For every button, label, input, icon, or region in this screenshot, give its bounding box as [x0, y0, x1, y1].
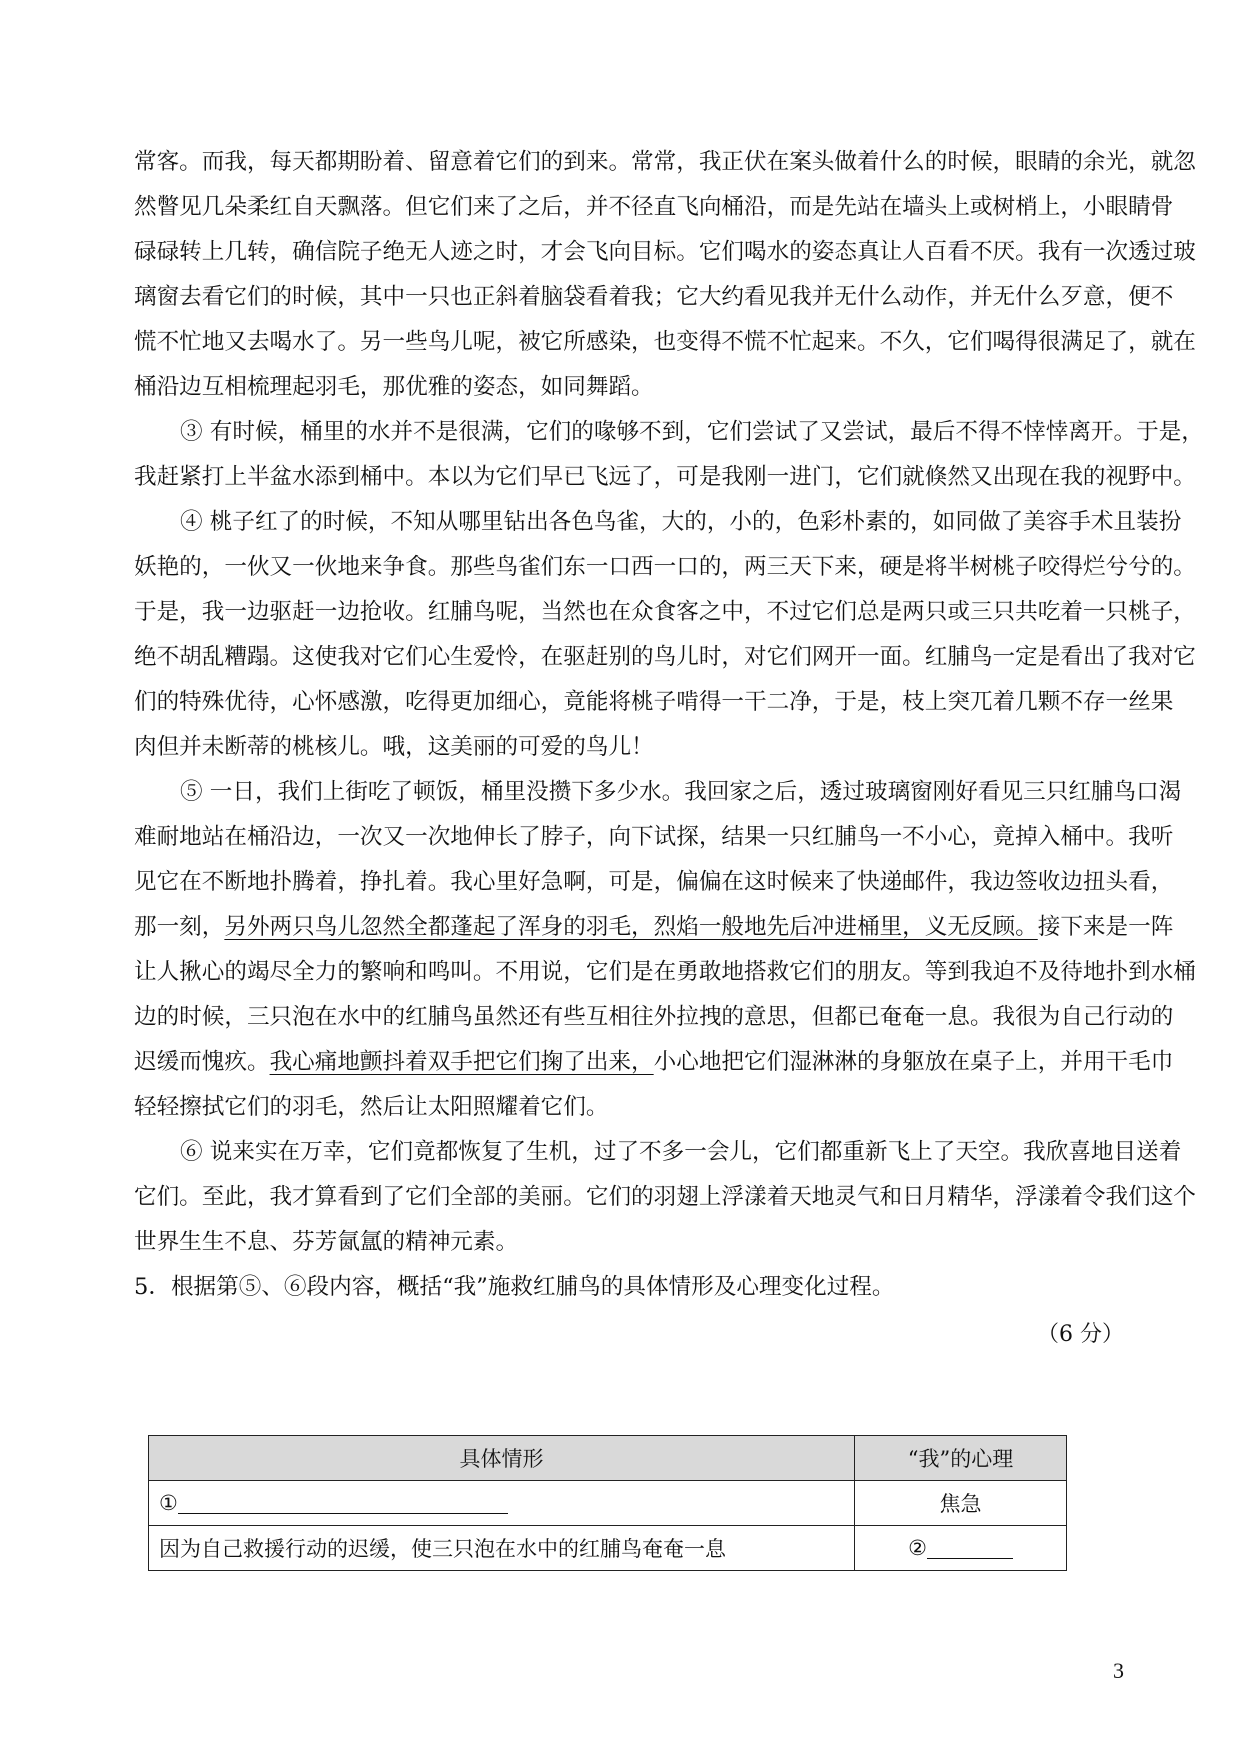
table-row	[149, 1481, 1067, 1526]
text-line: 碌碌转上几转，确信院子绝无人迹之时，才会飞向目标。它们喝水的姿态真让人百看不厌。我有一次透过玻	[134, 239, 1196, 265]
text-line: 璃窗去看它们的时候，其中一只也正斜着脑袋看着我；它大约看见我并无什么动作，并无什么歹意，便不	[134, 284, 1174, 310]
text-line: 慌不忙地又去喝水了。另一些鸟儿呢，被它所感染，也变得不慌不忙起来。不久，它们喝得很满足了，就在	[134, 329, 1196, 355]
text-fragment: 迟缓而愧疚。	[134, 1049, 270, 1075]
text-line: 世界生生不息、芬芳氤氲的精神元素。	[134, 1229, 519, 1255]
text-line: 们的特殊优待，心怀感激，吃得更加细心，竟能将桃子啃得一干二净，于是，枝上突兀着几颗不存一丝果	[134, 689, 1174, 715]
text-line: ⑥ 说来实在万幸，它们竟都恢复了生机，过了不多一会儿，它们都重新飞上了天空。我欣喜地目送着	[180, 1139, 1182, 1165]
blank-marker: ②	[908, 1536, 927, 1560]
text-line: 常客。而我，每天都期盼着、留意着它们的到来。常常，我正伏在案头做着什么的时候，眼睛的余光，就忽	[134, 149, 1196, 175]
question-5: 5．根据第⑤、⑥段内容，概括“我”施救红脯鸟的具体情形及心理变化过程。	[134, 1274, 895, 1300]
text-line: 于是，我一边驱赶一边抢收。红脯鸟呢，当然也在众食客之中，不过它们总是两只或三只共吃着一只桃子，	[134, 599, 1196, 625]
text-fragment: 接下来是一阵	[1037, 914, 1174, 940]
situation-cell-2: 因为自己救援行动的迟缓，使三只泡在水中的红脯鸟奄奄一息	[149, 1526, 855, 1571]
text-line: 它们。至此，我才算看到了它们全部的美丽。它们的羽翅上浮漾着天地灵气和日月精华，浮漾着令我们这个	[134, 1184, 1196, 1210]
underlined-sentence: 另外两只鸟儿忽然全都蓬起了浑身的羽毛，烈焰一般地先后冲进桶里，义无反顾。	[224, 914, 1038, 940]
text-line	[134, 1040, 1174, 1085]
paragraph-4	[134, 500, 1196, 770]
situation-cell-1[interactable]	[149, 1481, 855, 1526]
text-line: ⑤ 一日，我们上街吃了顿饭，桶里没攒下多少水。我回家之后，透过玻璃窗刚好看见三只红脯鸟口渴	[180, 779, 1182, 805]
text-line: 然瞥见几朵柔红自天飘落。但它们来了之后，并不径直飞向桶沿，而是先站在墙头上或树梢上，小眼睛骨	[134, 194, 1174, 220]
text-line: 肉但并未断蒂的桃核儿。哦，这美丽的可爱的鸟儿！	[134, 734, 654, 760]
page-content	[134, 140, 1204, 1357]
text-line: ③ 有时候，桶里的水并不是很满，它们的喙够不到，它们尝试了又尝试，最后不得不悻悻离开。于是，	[180, 419, 1204, 445]
feeling-cell-1: 焦急	[855, 1481, 1067, 1526]
feeling-cell-2[interactable]	[855, 1526, 1067, 1571]
text-line	[134, 905, 1174, 950]
answer-blank[interactable]	[178, 1491, 508, 1514]
table-header-feeling: “我”的心理	[855, 1436, 1067, 1481]
answer-table	[148, 1435, 1067, 1571]
text-line: 绝不胡乱糟蹋。这使我对它们心生爱怜，在驱赶别的鸟儿时，对它们网开一面。红脯鸟一定是看出了我对它	[134, 644, 1196, 670]
table-header-situation: 具体情形	[149, 1436, 855, 1481]
paragraph-continued	[134, 140, 1196, 410]
answer-blank[interactable]	[927, 1536, 1013, 1559]
text-line: 见它在不断地扑腾着，挣扎着。我心里好急啊，可是，偏偏在这时候来了快递邮件，我边签收边扭头看，	[134, 869, 1174, 895]
text-fragment: 那一刻，	[134, 914, 225, 940]
text-line: 边的时候，三只泡在水中的红脯鸟虽然还有些互相往外拉拽的意思，但都已奄奄一息。我很为自己行动的	[134, 1004, 1174, 1030]
text-line: 妖艳的，一伙又一伙地来争食。那些鸟雀们东一口西一口的，两三天下来，硬是将半树桃子咬得烂兮兮的。	[134, 554, 1196, 580]
paragraph-3	[134, 410, 1204, 500]
text-line: 轻轻擦拭它们的羽毛，然后让太阳照耀着它们。	[134, 1094, 609, 1120]
table-row	[149, 1526, 1067, 1571]
paragraph-6	[134, 1130, 1196, 1265]
table-header-row	[149, 1436, 1067, 1481]
text-line: ④ 桃子红了的时候，不知从哪里钻出各色鸟雀，大的，小的，色彩朴素的，如同做了美容手术且装扮	[180, 509, 1182, 535]
page-number: 3	[1113, 1658, 1124, 1683]
question-score: （6 分）	[1037, 1322, 1124, 1347]
text-line: 桶沿边互相梳理起羽毛，那优雅的姿态，如同舞蹈。	[134, 374, 654, 400]
text-line: 难耐地站在桶沿边，一次又一次地伸长了脖子，向下试探，结果一只红脯鸟一不小心，竟掉入桶中。我听	[134, 824, 1174, 850]
underlined-sentence: 我心痛地颤抖着双手把它们掬了出来，	[269, 1049, 654, 1075]
text-line: 我赶紧打上半盆水添到桶中。本以为它们早已飞远了，可是我刚一进门，它们就倏然又出现在我的视野中。	[134, 464, 1196, 490]
text-fragment: 小心地把它们湿淋淋的身躯放在桌子上，并用干毛巾	[653, 1049, 1174, 1075]
blank-marker: ①	[159, 1491, 178, 1515]
paragraph-5	[134, 770, 1196, 1130]
text-line: 让人揪心的竭尽全力的繁响和鸣叫。不用说，它们是在勇敢地搭救它们的朋友。等到我迫不及待地扑到水桶	[134, 959, 1196, 985]
